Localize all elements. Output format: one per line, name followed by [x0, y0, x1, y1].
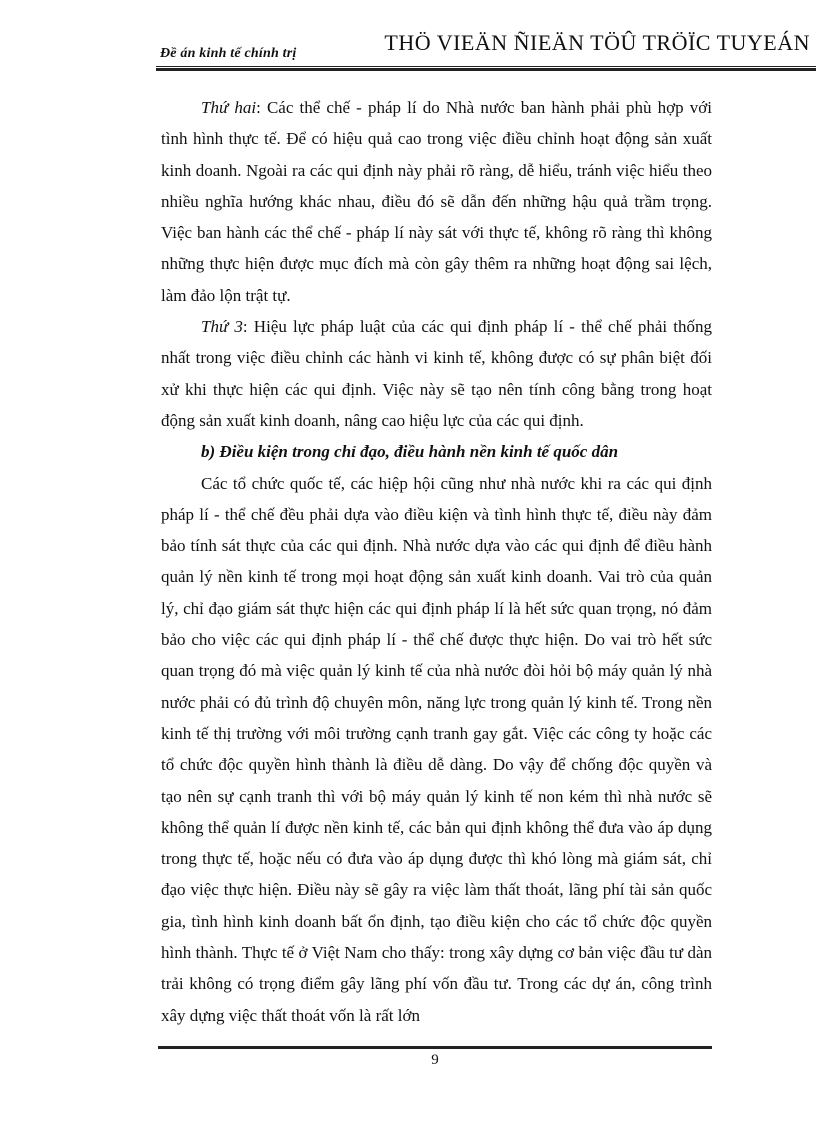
paragraph-text-thu-hai: : Các thể chế - pháp lí do Nhà nước ban hành phải phù hợp với tình hình thực tế. Để có hiệu quả cao trong việc điều chỉnh hoạt động sản xuất kinh doanh. Ngoài ra các qui định này phải rõ ràng, dễ hiểu, tránh việc hiểu theo nhiều nghĩa hướng khác nhau, điều đó sẽ dẫn đến những hậu quả trầm trọng. Việc ban hành các thể chế - pháp lí này sát với thực tế, không rõ ràng thì không những thực hiện được mục đích mà còn gây thêm ra những hoạt động sai lệch, làm đảo lộn trật tự. — [161, 98, 712, 305]
paragraph-lead-thu-hai: Thứ hai — [201, 98, 257, 117]
header-rule-thick — [156, 68, 816, 71]
paragraph-dieu-kien: Các tổ chức quốc tế, các hiệp hội cũng như nhà nước khi ra các qui định pháp lí - thể chế đều phải dựa vào điều kiện và tình hình thực tế, điều này đảm bảo tính sát thực của các qui định. Nhà nước dựa vào các qui định để điều hành quản lý nền kinh tế trong mọi hoạt động sản xuất kinh doanh. Vai trò của quản lý, chỉ đạo giám sát thực hiện các qui định pháp lí là hết sức quan trọng, nó đảm bảo cho việc các qui định pháp lí - thể chế được thực hiện. Do vai trò hết sức quan trọng đó mà việc quản lý kinh tế của nhà nước đòi hỏi bộ máy quản lý nhà nước phải có đủ trình độ chuyên môn, năng lực trong quản lý kinh tế. Trong nền kinh tế thị trường với môi trường cạnh tranh gay gắt. Việc các công ty hoặc các tổ chức độc quyền hình thành là điều dễ dàng. Do vậy để chống độc quyền và tạo nên sự cạnh tranh thì với bộ máy quản lý kinh tế non kém thì nhà nước sẽ không thể quản lí được nền kinh tế, các bản qui định không thể đưa vào áp dụng trong thực tế, hoặc nếu có đưa vào áp dụng được thì khó lòng mà giám sát, chỉ đạo việc thực hiện. Điều này sẽ gây ra việc làm thất thoát, lãng phí tài sản quốc gia, tình hình kinh doanh bất ổn định, tạo điều kiện cho các tổ chức độc quyền hình thành. Thực tế ở Việt Nam cho thấy: trong xây dựng cơ bản việc đầu tư dàn trải không có trọng điểm gây lãng phí vốn đầu tư. Trong các dự án, công trình xây dựng việc thất thoát vốn là rất lớn — [161, 473, 712, 1025]
paragraph-thu-3 — [161, 311, 712, 436]
header-library-title: THÖ VIEÄN ÑIEÄN TÖÛ TRÖÏC TUYEÁN — [384, 30, 810, 55]
page-number: 9 — [431, 1052, 439, 1068]
body-content — [161, 92, 712, 1031]
paragraph-lead-thu-3: Thứ 3 — [201, 317, 243, 337]
section-heading-b: b) Điều kiện trong chỉ đạo, điều hành nền kinh tế quốc dân — [201, 442, 619, 462]
paragraph-thu-hai — [161, 92, 712, 311]
header-rule-thin — [156, 66, 816, 67]
paragraph-text-thu-3: : Hiệu lực pháp luật của các qui định pháp lí - thể chế phải thống nhất trong việc điều chỉnh các hành vi kinh tế, không được có sự phân biệt đối xử khi thực hiện các qui định. Việc này sẽ tạo nên tính công bằng trong hoạt động sản xuất kinh doanh, nâng cao hiệu lực của các qui định. — [161, 317, 712, 430]
header-document-title: Đề án kinh tế chính trị — [160, 46, 297, 61]
footer-rule — [158, 1046, 712, 1049]
